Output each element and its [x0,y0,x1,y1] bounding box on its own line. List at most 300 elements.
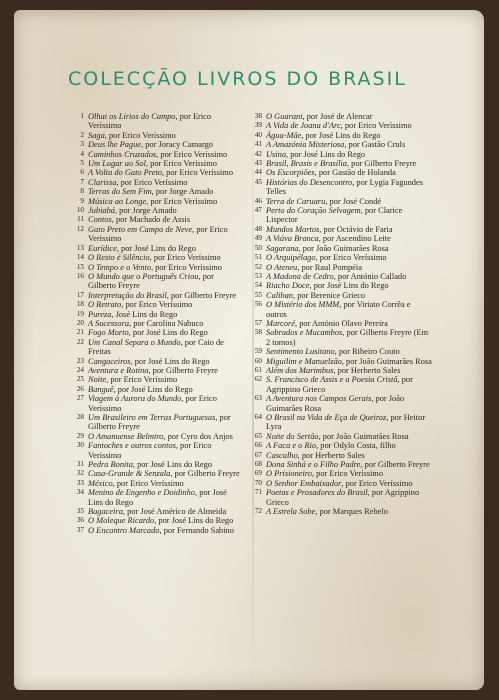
entry-author: , por José Lins do Rego [309,281,389,291]
entry-number: 15 [76,262,84,271]
entry-number: 16 [76,271,84,280]
entry-author: , por José Lins do Rego [301,130,381,140]
entry-author: , por Fernando Sabino [159,525,234,535]
entry-title: O Moleque Ricardo [88,516,155,526]
entry-author: , por Viriato Corrêa e outros [266,300,411,319]
entry-text [88,479,240,488]
book-list-entry [68,291,240,300]
entry-author: , por João Guimarães Rosa [298,243,389,253]
entry-author: , por Caio de Freitas [88,337,224,357]
book-list-entry [68,375,240,384]
entry-number: 67 [254,450,262,459]
entry-text [266,375,432,394]
entry-number: 29 [76,431,84,440]
entry-title: México [88,478,113,488]
book-list-entry [68,479,240,488]
entry-text [88,366,240,375]
entry-text [88,112,240,131]
entry-title: Olhai os Lírios do Campo [88,112,176,121]
entry-number: 10 [76,206,84,215]
entry-text [266,244,432,253]
entry-number: 39 [254,121,262,130]
book-list-entry [68,328,240,337]
entry-number: 64 [254,413,262,421]
entry-text [88,310,240,319]
entry-author: , por José Lins do Rego [132,460,212,470]
entry-number: 50 [254,243,262,252]
book-list-entry [246,413,432,432]
entry-title: O Mundo que o Português Criou [88,271,199,281]
entry-text [266,281,432,290]
entry-title: O Tempo e o Vento [88,262,151,272]
entry-text [266,159,432,168]
entry-title: O Resto é Silêncio [88,253,150,263]
book-list-left-column [68,112,240,535]
entry-number: 65 [254,431,262,440]
entry-number: 41 [254,140,262,149]
entry-title: Caminhos Cruzados [88,149,157,159]
entry-author: , por Erico Veríssimo [88,112,212,131]
book-list-entry [246,263,432,272]
entry-number: 57 [254,318,262,327]
entry-title: Música ao Longe [88,196,147,206]
entry-author: , por José Condé [325,196,382,206]
entry-text [266,140,432,149]
entry-title: Um Brasileiro em Terras Portuguesas [88,413,216,422]
entry-author: , por Gilberto Freyre [170,469,240,479]
book-list-entry [246,319,432,328]
book-list-entry [246,178,432,197]
entry-author: , por Erico Veríssimo [116,177,188,187]
entry-author: , por Gilberto Freyre [148,365,218,375]
book-list-entry [246,291,432,300]
entry-title: Fantoches e outros contos [88,441,176,451]
entry-title: Menino de Engenho e Doidinho [88,488,195,498]
entry-number: 20 [76,318,84,327]
entry-title: Dona Sinhá e o Filho Padre [266,460,361,470]
entry-number: 47 [254,206,262,215]
entry-number: 51 [254,253,262,262]
entry-title: Fogo Morto [88,328,129,338]
entry-number: 44 [254,168,262,177]
book-list-entry [68,206,240,215]
entry-title: A Viúva Branca [266,234,319,244]
entry-text [266,319,432,328]
entry-author: , por Erico Veríssimo [88,441,212,460]
entry-author: , por António Olavo Pereira [295,318,388,328]
book-list-entry [68,168,240,177]
book-list-entry [246,234,432,243]
entry-text [88,469,240,478]
entry-number: 70 [254,478,262,487]
entry-number: 18 [76,300,84,309]
entry-author: , por Octávio de Faria [319,224,393,234]
book-list-entry [246,300,432,319]
book-list-entry [68,469,240,478]
book-list-entry [246,225,432,234]
entry-text [266,488,432,507]
entry-text [266,121,432,130]
entry-title: Noite do Sertão [266,431,319,441]
entry-number: 60 [254,356,262,365]
entry-title: Interpretação do Brasil [88,290,167,300]
entry-title: Caliban [266,290,293,300]
book-list-entry [68,516,240,525]
entry-text [88,432,240,441]
entry-text [266,272,432,281]
entry-text [266,347,432,356]
entry-number: 62 [254,375,262,384]
entry-title: Riacho Doce [266,281,310,291]
entry-author: , por José Lins do Rego [130,356,210,366]
entry-number: 40 [254,130,262,139]
book-list-entry [68,300,240,309]
book-list-entry [68,253,240,262]
entry-text [88,187,240,196]
entry-text [88,507,240,516]
entry-title: Banguê [88,384,114,394]
entry-title: Aventura e Rotina [88,365,149,375]
entry-author: , José Lins do Rego [111,309,178,319]
entry-title: O Mistério dos MMM [266,300,340,310]
entry-title: O Senhor Embaixador [266,478,342,488]
entry-author: , por António Callado [333,271,407,281]
entry-text [88,460,240,469]
book-list-entry [68,310,240,319]
entry-text [88,225,240,244]
entry-author: , por Erico Veríssimo [88,224,228,244]
entry-text [266,357,432,366]
entry-text [88,385,240,394]
entry-number: 58 [254,328,262,337]
entry-author: , por Erico Veríssimo [341,478,413,488]
entry-author: , por Erico Veríssimo [340,121,412,131]
entry-title: Água-Mãe [266,130,302,140]
entry-author: , por Jorge Amado [151,187,214,197]
entry-title: Perto do Coração Selvagem [266,206,361,216]
entry-title: O Prisioneiro [266,469,312,479]
entry-author: , por Heitor Lyra [266,413,426,432]
entry-text [88,394,240,413]
entry-text [266,328,432,347]
entry-title: Pedra Bonita [88,460,133,470]
entry-author: , por Ribeiro Couto [334,347,400,357]
entry-author: , por José Lins do Rego [88,488,227,507]
entry-author: , por Gilberto Freyre [346,159,417,169]
entry-author: , por Erico Veríssimo [121,300,193,310]
book-list-entry [68,215,240,224]
entry-title: O Amanuense Belmiro [88,431,164,441]
book-list-entry [68,178,240,187]
entry-title: O Retrato [88,300,122,310]
entry-author: , por Erico Veríssimo [106,375,178,385]
entry-title: Mundos Mortos [266,224,320,234]
entry-text [88,159,240,168]
book-list-entry [246,328,432,347]
entry-title: O Encontro Marcado [88,525,160,535]
book-list-entry [246,469,432,478]
book-list-entry [246,121,432,130]
entry-title: Cascalho [266,450,298,460]
book-list-entry [68,263,240,272]
book-list-entry [68,244,240,253]
entry-number: 7 [80,177,84,186]
entry-title: A Faca e o Rio [266,441,317,451]
book-list-entry [68,357,240,366]
entry-text [266,234,432,243]
entry-number: 3 [80,140,84,149]
entry-number: 28 [76,413,84,421]
entry-title: Poetas e Prosadores do Brasil [266,488,368,498]
entry-author: , por Herberto Sales [297,450,365,460]
entry-author: , por Gilberto Freyre (Em 2 tomos) [266,328,429,347]
entry-text [266,291,432,300]
book-list-entry [246,366,432,375]
book-list-entry [68,225,240,244]
book-list-entry [68,150,240,159]
book-list-entry [68,413,240,432]
entry-title: Histórias do Desencontro [266,177,353,187]
entry-title: S. Francisco de Assis e a Poesia Cristã [266,375,398,385]
entry-number: 22 [76,337,84,346]
entry-number: 11 [77,215,84,224]
entry-text [88,244,240,253]
book-list-entry [68,112,240,131]
entry-title: Contos [88,215,112,225]
entry-author: , por Jorge Amado [114,206,177,216]
entry-title: Pureza [88,309,112,319]
entry-number: 30 [76,441,84,450]
entry-title: A Sucessora [88,318,130,328]
entry-number: 46 [254,196,262,205]
entry-author: , por Gastão de Holanda [314,168,396,178]
entry-title: Noite [88,375,107,385]
entry-title: Sagarana [266,243,299,253]
book-list-entry [68,366,240,375]
book-list-right-column [246,112,432,516]
book-list-entry [246,451,432,460]
entry-author: , por Agrippino Grieco [266,488,420,507]
book-list-entry [246,131,432,140]
entry-number: 6 [80,168,84,177]
book-list-entry [246,441,432,450]
entry-number: 19 [76,309,84,318]
entry-title: Marcoré [266,318,295,328]
entry-title: A Madona de Cedro [266,271,334,281]
entry-number: 49 [254,234,262,243]
entry-number: 53 [254,271,262,280]
entry-number: 12 [76,224,84,233]
entry-number: 5 [80,159,84,168]
entry-author: , por Erico Veríssimo [311,469,384,479]
book-list-entry [246,281,432,290]
entry-title: Os Escorpiões [266,168,315,178]
entry-text [266,263,432,272]
entry-author: , por Herberto Sales [333,365,401,375]
entry-number: 42 [254,149,262,158]
entry-text [266,394,432,413]
entry-text [88,375,240,384]
entry-number: 55 [254,290,262,299]
entry-author: , por José Lins do Rego [113,384,193,394]
entry-text [266,112,432,121]
entry-number: 25 [76,375,84,384]
entry-text [88,516,240,525]
entry-number: 52 [254,262,262,271]
entry-author: , por Erico Veríssimo [145,159,217,169]
entry-number: 43 [254,159,262,168]
entry-title: Terras do Sem Fim [88,187,152,197]
entry-author: , por José Américo de Almeida [122,507,227,517]
entry-number: 4 [80,149,84,158]
entry-text [88,291,240,300]
book-list-entry [246,272,432,281]
book-list-entry [68,187,240,196]
book-list-entry [246,394,432,413]
entry-text [88,272,240,291]
entry-number: 23 [76,356,84,365]
entry-number: 1 [80,112,84,120]
book-list-entry [68,159,240,168]
entry-title: Viagem à Aurora do Mundo [88,394,182,404]
entry-author: , por Erico Veríssimo [161,168,234,178]
entry-author: , por Erico Veríssimo [112,478,184,488]
book-list-entry [68,385,240,394]
entry-text [266,178,432,197]
book-list-entry [246,488,432,507]
entry-number: 14 [76,253,84,262]
entry-number: 71 [254,488,262,497]
entry-number: 38 [254,112,262,120]
book-list-entry [68,140,240,149]
entry-author: , por Machado de Assis [111,215,191,225]
entry-author: , por Gastão Cruls [344,140,406,150]
entry-author: , por Erico Veríssimo [146,196,218,206]
entry-title: Um Lugar ao Sol [88,159,146,169]
entry-text [266,168,432,177]
entry-title: Miguilim e Manuelzão [266,356,342,366]
entry-text [88,206,240,215]
entry-number: 69 [254,469,262,478]
entry-text [266,441,432,450]
entry-author: , por Ascendino Leite [318,234,391,244]
entry-title: Eurídice [88,243,117,253]
entry-author: , por José Lins do Rego [116,243,196,253]
entry-title: A Amazónia Misteriosa [266,140,345,150]
book-list-entry [246,357,432,366]
book-list-entry [68,432,240,441]
entry-author: , por Clarice Lispector [266,206,403,225]
entry-number: 72 [254,507,262,516]
entry-text [88,178,240,187]
entry-author: , por José Lins do Rego [286,149,366,159]
entry-text [88,215,240,224]
entry-author: , por Odylo Costa, filho [316,441,396,451]
entry-title: Saga [88,130,105,140]
book-list-entry [246,168,432,177]
entry-author: , por José Lins do Rego [128,328,208,338]
entry-number: 27 [76,394,84,403]
entry-author: , por Gilberto Freyre [360,460,430,470]
entry-number: 68 [254,460,262,469]
entry-text [266,225,432,234]
entry-title: O Brasil na Vida de Eça de Queiroz [266,413,387,422]
entry-author: , por Berenice Grieco [293,290,366,300]
entry-title: A Volta do Gato Preto [88,168,162,178]
entry-author: , por Erico Veríssimo [104,130,176,140]
entry-title: O Ateneu [266,262,298,272]
book-list-entry [246,140,432,149]
entry-text [266,366,432,375]
entry-title: Gato Preto em Campo de Neve [88,224,193,234]
entry-number: 33 [76,478,84,487]
entry-number: 9 [80,196,84,205]
entry-author: , por Erico Veríssimo [149,253,221,263]
entry-author: , por José Lins do Rego [154,516,234,526]
book-list-entry [246,507,432,516]
entry-author: , por Erico Veríssimo [88,394,217,413]
book-list-entry [246,197,432,206]
entry-title: Sobrados e Mucambos [266,328,343,338]
book-list-entry [68,441,240,460]
entry-title: Bagaceira [88,507,123,517]
entry-number: 31 [76,460,84,469]
book-list-entry [246,150,432,159]
entry-text [88,338,240,357]
entry-title: Um Canal Separa o Mundo [88,337,181,347]
entry-text [266,507,432,516]
entry-author: , por Raul Pompéia [297,262,362,272]
entry-text [266,253,432,262]
entry-author: , por Lygia Fagundes Telles [266,177,423,197]
book-list-entry [68,338,240,357]
entry-title: A Aventura nos Campos Gerais [266,394,372,404]
entry-text [266,479,432,488]
entry-number: 2 [80,130,84,139]
book-list-entry [68,272,240,291]
entry-number: 32 [76,469,84,478]
book-list-entry [68,197,240,206]
entry-text [266,150,432,159]
entry-title: Clarissa [88,177,117,187]
book-list-entry [246,347,432,356]
entry-number: 13 [76,243,84,252]
book-list-entry [68,460,240,469]
entry-title: Casa-Grande & Senzala [88,469,171,479]
entry-author: , por Erico Veríssimo [156,149,228,159]
entry-title: Deus lhe Pague [88,140,142,150]
book-list-entry [246,159,432,168]
entry-text [266,469,432,478]
entry-number: 45 [254,177,262,186]
entry-number: 26 [76,384,84,393]
entry-author: , por Carolina Nabuco [129,318,204,328]
book-list-entry [68,131,240,140]
entry-text [88,150,240,159]
entry-text [266,413,432,432]
book-list-entry [246,244,432,253]
entry-number: 54 [254,281,262,290]
entry-text [88,140,240,149]
collection-title: COLECÇÃO LIVROS DO BRASIL [68,68,407,90]
entry-number: 63 [254,394,262,403]
entry-text [88,168,240,177]
entry-text [88,300,240,309]
entry-title: O Guarani [266,112,303,121]
entry-number: 61 [254,365,262,374]
entry-title: Cangaceiros [88,356,131,366]
entry-title: Terra de Caruaru [266,196,326,206]
